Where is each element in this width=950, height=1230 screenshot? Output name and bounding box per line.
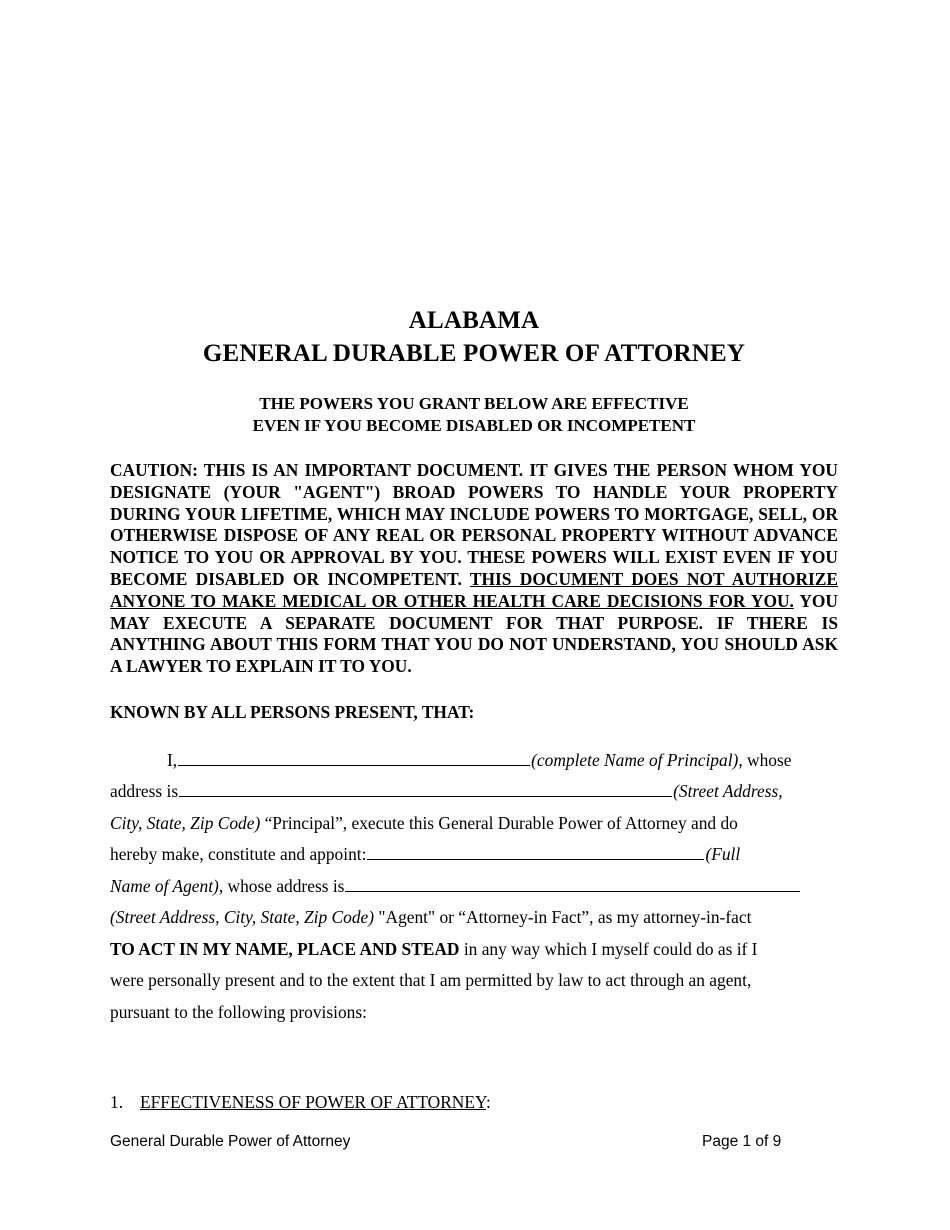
declaration-line-authority-2: [110, 965, 838, 997]
section-heading-suffix: :: [485, 1092, 491, 1113]
principal-declaration-text: “Principal”, execute this General Durable Power of Attorney and do: [260, 812, 738, 833]
declaration-line-agent-name: [110, 839, 838, 871]
principal-address-blank[interactable]: [179, 779, 672, 798]
agent-name-hint: (Full: [705, 844, 741, 865]
authority-text-line-2: were personally present and to the extent that I am permitted by law to act through an agent,: [110, 970, 752, 991]
principal-name-hint: (complete Name of Principal): [531, 749, 739, 770]
principal-address-hint: (Street Address,: [673, 781, 783, 802]
agent-address-lead: , whose address is: [218, 875, 345, 896]
section-heading: EFFECTIVENESS OF POWER OF ATTORNEY: [140, 1092, 486, 1113]
known-by-heading: KNOWN BY ALL PERSONS PRESENT, THAT:: [110, 701, 475, 722]
agent-name-lead: hereby make, constitute and appoint:: [110, 844, 367, 865]
agent-address-blank[interactable]: [345, 873, 800, 892]
caution-text-part-2: YOU MAY EXECUTE A SEPARATE DOCUMENT FOR THAT PURPOSE. IF THERE IS ANYTHING ABOUT THIS FORM THAT YOU DO NOT UNDERSTAND, YOU SHOULD ASK A LAWYER TO EXPLAIN IT TO YOU.: [110, 590, 838, 677]
declaration-line-authority-3: [110, 997, 838, 1029]
document-content: [110, 0, 838, 1113]
principal-name-blank[interactable]: [178, 747, 530, 766]
principal-lead-text: I,: [167, 749, 178, 770]
footer-document-name: General Durable Power of Attorney: [110, 1133, 351, 1150]
declaration-line-principal-address: [110, 776, 838, 808]
declaration-line-principal-name: [110, 745, 838, 777]
document-subtitle-block: [110, 393, 838, 436]
caution-paragraph: [110, 460, 838, 678]
caution-text-underlined: THIS DOCUMENT DOES NOT AUTHORIZE ANYONE TO MAKE MEDICAL OR OTHER HEALTH CARE DECISIONS FOR YOU.: [110, 568, 838, 611]
principal-agent-declaration: [110, 745, 838, 1029]
page-title-state: ALABAMA: [408, 307, 540, 334]
principal-address-lead: address is: [110, 781, 179, 802]
agent-address-hint: (Street Address, City, State, Zip Code): [110, 907, 375, 928]
declaration-line-agent-continued: [110, 902, 838, 934]
footer-page-number: Page 1 of 9: [702, 1133, 782, 1150]
subtitle-line-1: THE POWERS YOU GRANT BELOW ARE EFFECTIVE: [259, 394, 689, 413]
authority-bold-text: TO ACT IN MY NAME, PLACE AND STEAD: [110, 938, 460, 959]
declaration-line-authority: [110, 934, 838, 966]
authority-text-line-3: pursuant to the following provisions:: [110, 1001, 367, 1022]
declaration-line-agent-address: [110, 871, 838, 903]
caution-text-part-1: CAUTION: THIS IS AN IMPORTANT DOCUMENT. IT GIVES THE PERSON WHOM YOU DESIGNATE (YOUR "AGENT") BROAD POWERS TO HANDLE YOUR PROPERTY DURING YOUR LIFETIME, WHICH MAY INCLUDE POWERS TO MORTGAGE, SELL, OR OTHERWISE DISPOSE OF ANY REAL OR PERSONAL PROPERTY WITHOUT ADVANCE NOTICE TO YOU OR APPROVAL BY YOU. THESE POWERS WILL EXIST EVEN IF YOU BECOME DISABLED OR INCOMPETENT.: [110, 460, 838, 589]
agent-designation-text: "Agent" or “Attorney-in Fact”, as my attorney-in-fact: [374, 907, 752, 928]
authority-text: in any way which I myself could do as if I: [459, 938, 758, 959]
page-title-main: GENERAL DURABLE POWER OF ATTORNEY: [202, 340, 746, 367]
declaration-line-principal-continued: [110, 808, 838, 840]
section-effectiveness: [110, 1091, 838, 1113]
principal-address-hint-continued: City, State, Zip Code): [110, 812, 261, 833]
section-number: 1.: [110, 1092, 124, 1113]
agent-name-blank[interactable]: [367, 842, 704, 861]
subtitle-line-2: EVEN IF YOU BECOME DISABLED OR INCOMPETENT: [252, 415, 696, 435]
principal-line-tail: , whose: [738, 749, 792, 770]
agent-name-hint-continued: Name of Agent): [110, 875, 219, 896]
document-title-block: [110, 0, 838, 371]
